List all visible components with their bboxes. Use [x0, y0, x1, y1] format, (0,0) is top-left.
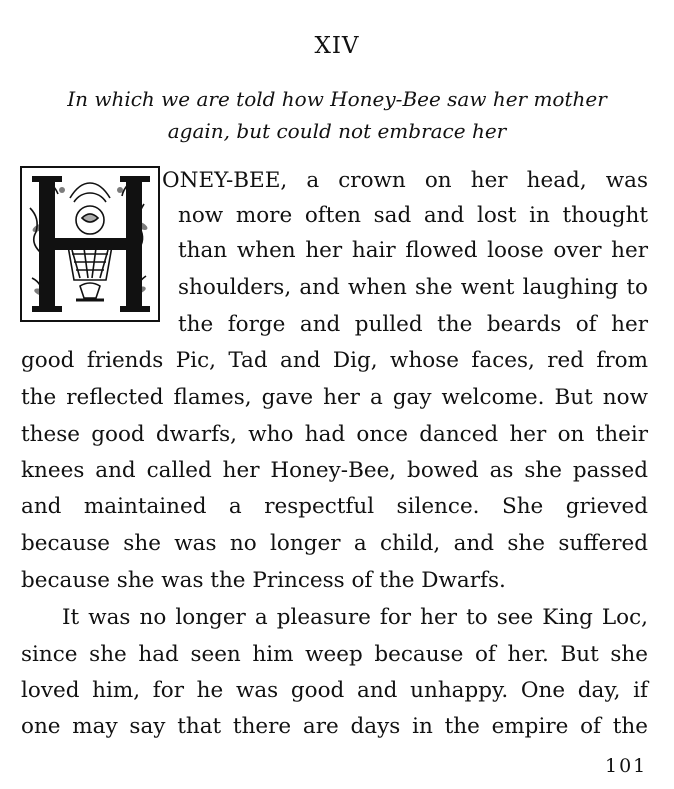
paragraph-1-line-2: now more often sad and lost in thought — [178, 203, 648, 228]
paragraph-1-line-10: and maintained a respectful silence. She grieved — [21, 494, 648, 519]
paragraph-1-line-1: ONEY-BEE, a crown on her head, was — [162, 168, 648, 193]
paragraph-1-line-4: shoulders, and when she went laughing to — [178, 275, 648, 300]
paragraph-1-line-9: knees and called her Honey-Bee, bowed as she passed — [21, 458, 648, 483]
paragraph-1-line-12: because she was the Princess of the Dwarfs. — [21, 568, 506, 593]
page-number: 101 — [605, 755, 648, 777]
chapter-subtitle-line-1: In which we are told how Honey-Bee saw her mother — [67, 87, 607, 111]
chapter-subtitle-line-2: again, but could not embrace her — [167, 119, 507, 143]
paragraph-2-line-3: loved him, for he was good and unhappy. One day, if — [21, 678, 648, 703]
chapter-number: XIV — [314, 33, 360, 59]
drop-cap-initial — [20, 166, 160, 322]
paragraph-2-line-1: It was no longer a pleasure for her to see King Loc, — [62, 605, 648, 630]
paragraph-1-line-8: these good dwarfs, who had once danced her on their — [21, 422, 648, 447]
paragraph-1-line-5: the forge and pulled the beards of her — [178, 312, 648, 337]
ornamental-initial-h-icon — [22, 168, 158, 320]
paragraph-1-line-7: the reflected flames, gave her a gay welcome. But now — [21, 385, 648, 410]
paragraph-1-line-3: than when her hair flowed loose over her — [178, 238, 648, 263]
paragraph-2-line-2: since she had seen him weep because of her. But she — [21, 642, 648, 667]
paragraph-2-line-4: one may say that there are days in the empire of the — [21, 714, 648, 739]
paragraph-1-line-6: good friends Pic, Tad and Dig, whose faces, red from — [21, 348, 648, 373]
paragraph-1-line-11: because she was no longer a child, and she suffered — [21, 531, 648, 556]
